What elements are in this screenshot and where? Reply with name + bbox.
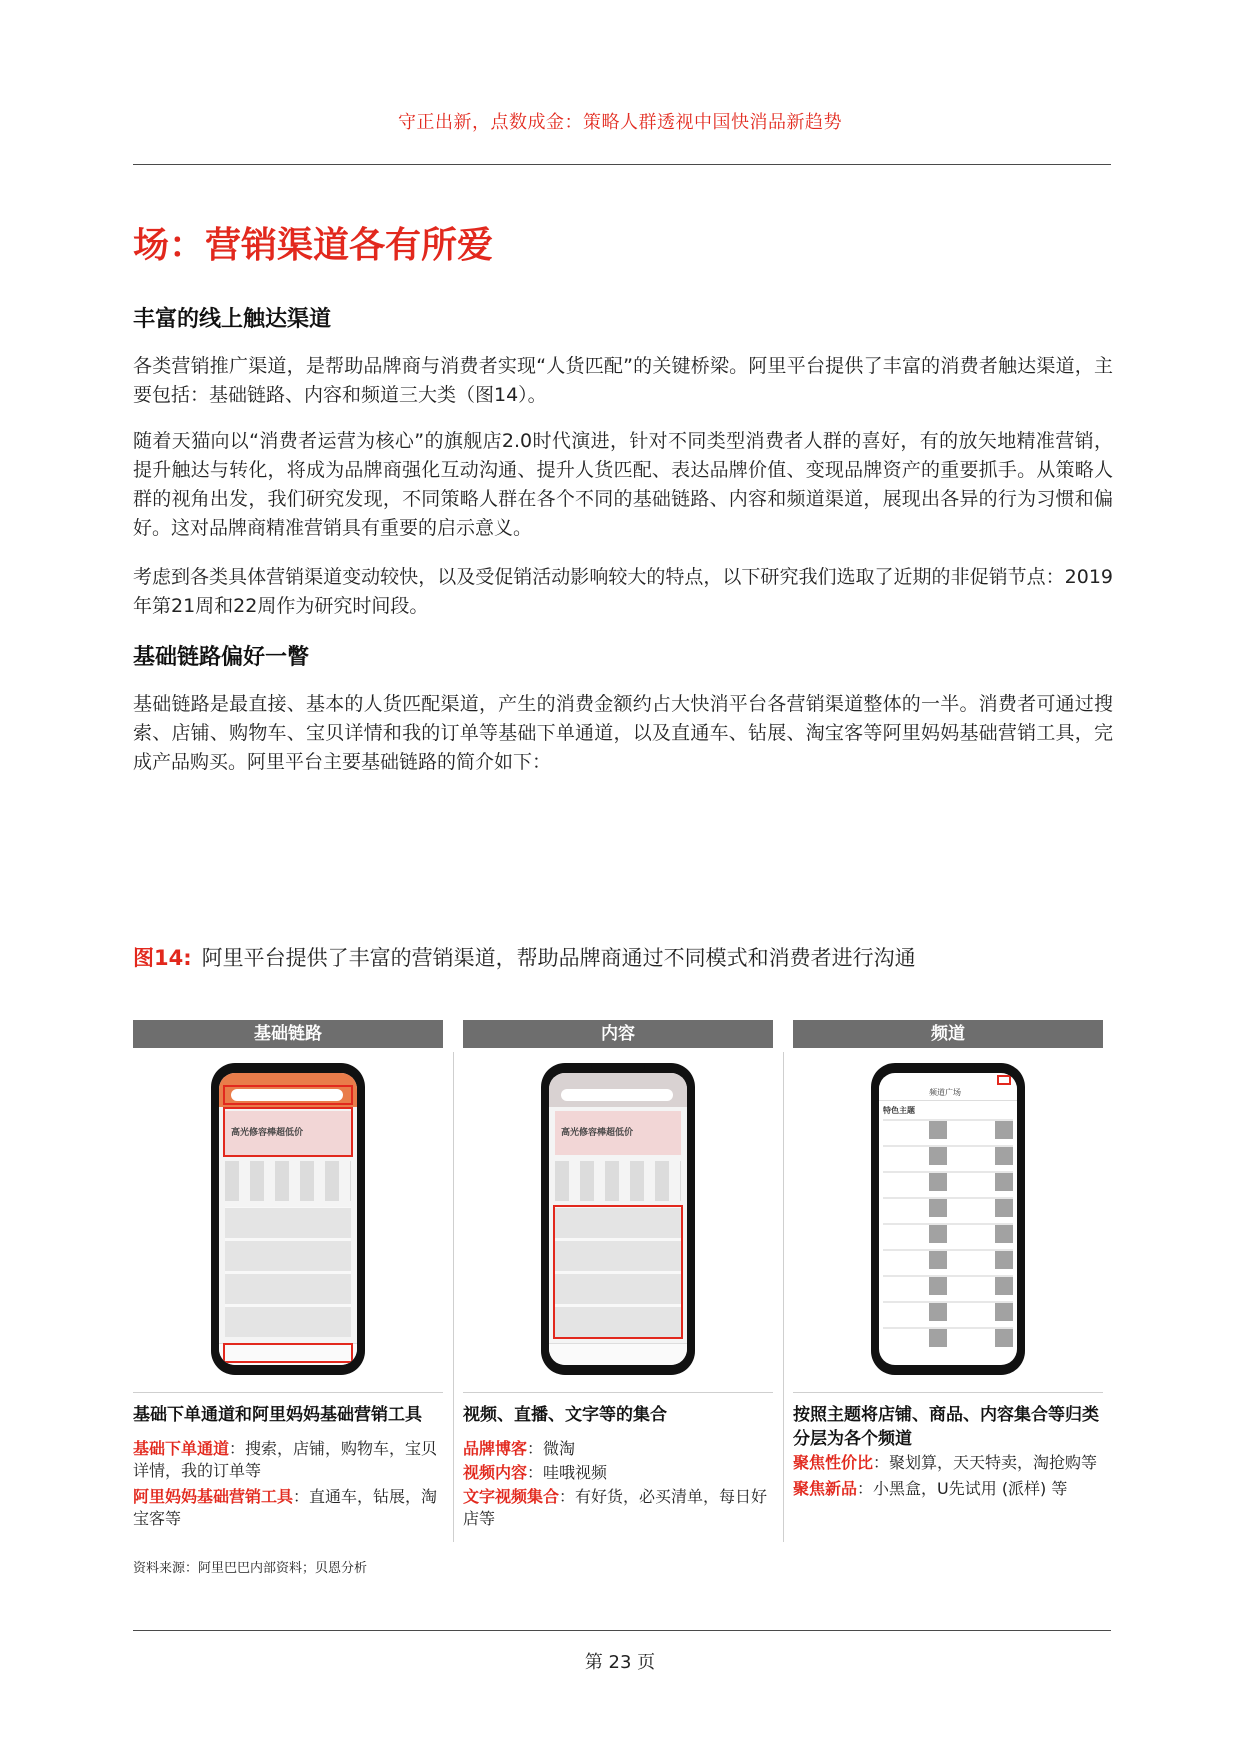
paragraph-1: 各类营销推广渠道，是帮助品牌商与消费者实现“人货匹配”的关键桥梁。阿里平台提供了丰富的消费者触达渠道，主要包括：基础链路、内容和频道三大类（图14）。 [133, 355, 1113, 406]
column-item [793, 1478, 1103, 1500]
figure-column-content [463, 1020, 773, 1048]
thumbnail-column [929, 1117, 947, 1347]
item-key: 聚焦性价比 [793, 1453, 874, 1472]
channel-plaza-title: 频道广场 [929, 1088, 961, 1097]
column-divider [453, 1052, 454, 1542]
column-item [793, 1452, 1103, 1474]
item-key: 文字视频集合 [463, 1487, 560, 1506]
item-value: ：哇哦视频 [527, 1463, 608, 1482]
highlight-banner [223, 1107, 353, 1157]
item-key: 聚焦新品 [793, 1479, 858, 1498]
figure-column-channel [793, 1020, 1103, 1048]
paragraph-2: 随着天猫向以“消费者运营为核心”的旗舰店2.0时代演进，针对不同类型消费者人群的喜好，有的放矢地精准营销，提升触达与转化，将成为品牌商强化互动沟通、提升人货匹配、表达品牌价值、变现品牌资产的重要抓手。从策略人群的视角出发，我们研究发现，不同策略人群在各个不同的基础链路、内容和频道渠道，展现出各异的行为习惯和偏好。这对品牌商精准营销具有重要的启示意义。 [133, 430, 1113, 539]
promo-banner-text: 高光修容棒超低价 [231, 1128, 304, 1138]
subsection-title-basic-links: 基础链路偏好一瞥 [133, 645, 310, 670]
tab-bar [549, 1343, 687, 1365]
column-item [463, 1486, 773, 1530]
product-grid [225, 1207, 351, 1337]
item-key: 视频内容 [463, 1463, 528, 1482]
header-rule [133, 164, 1111, 165]
figure-caption: 阿里平台提供了丰富的营销渠道，帮助品牌商通过不同模式和消费者进行沟通 [201, 946, 916, 970]
item-key: 基础下单通道 [133, 1439, 230, 1458]
figure-source: 资料来源：阿里巴巴内部资料；贝恩分析 [133, 1561, 368, 1576]
featured-topics-label: 特色主题 [883, 1106, 915, 1115]
highlight-content-grid [553, 1205, 683, 1339]
highlight-tab-bar [223, 1343, 353, 1363]
promo-banner-text: 高光修容棒超低价 [561, 1128, 634, 1138]
page-number: 第 23 页 [584, 1652, 656, 1673]
item-value: ：直通车，钻展，淘宝客等 [133, 1487, 438, 1528]
thumbnail-column [995, 1117, 1013, 1347]
channel-plaza-header [879, 1085, 1017, 1101]
phone-notch [921, 1063, 975, 1073]
item-value: ：聚划算，天天特卖，淘抢购等 [873, 1453, 1098, 1472]
item-key: 品牌博客 [463, 1439, 528, 1458]
column-rule [133, 1392, 443, 1393]
item-value: ：小黑盒，U先试用 (派样) 等 [857, 1479, 1068, 1498]
column-header-basic: 基础链路 [133, 1020, 443, 1048]
section-title: 场：营销渠道各有所爱 [133, 225, 494, 266]
highlight-search [223, 1085, 353, 1105]
phone-mockup-content [541, 1063, 695, 1375]
category-icons [555, 1161, 681, 1201]
highlight-close [997, 1075, 1011, 1085]
item-key: 阿里妈妈基础营销工具 [133, 1487, 294, 1506]
column-title-channel: 按照主题将店铺、商品、内容集合等归类分层为各个频道 [793, 1405, 1099, 1449]
channel-list [883, 1117, 1013, 1353]
column-rule [793, 1392, 1103, 1393]
column-header-content: 内容 [463, 1020, 773, 1048]
figure-number: 图14: [133, 946, 192, 970]
phone-notch [261, 1063, 315, 1073]
footer-rule [133, 1630, 1111, 1631]
phone-screen [549, 1073, 687, 1365]
column-divider [783, 1052, 784, 1542]
subsection-title-online-channels: 丰富的线上触达渠道 [133, 307, 332, 332]
figure-column-basic [133, 1020, 443, 1048]
column-title-content: 视频、直播、文字等的集合 [463, 1405, 667, 1425]
column-header-channel: 频道 [793, 1020, 1103, 1048]
running-title: 守正出新，点数成金：策略人群透视中国快消品新趋势 [398, 112, 842, 133]
column-item [133, 1486, 443, 1530]
item-value: ：有好货，必买清单，每日好店等 [463, 1487, 768, 1528]
item-value: ：搜索，店铺，购物车，宝贝详情，我的订单等 [133, 1439, 438, 1480]
paragraph-3: 考虑到各类具体营销渠道变动较快，以及受促销活动影响较大的特点，以下研究我们选取了近期的非促销节点：2019年第21周和22周作为研究时间段。 [133, 566, 1113, 617]
phone-screen [879, 1073, 1017, 1365]
column-item [463, 1438, 773, 1460]
phone-mockup-basic [211, 1063, 365, 1375]
column-item [463, 1462, 773, 1484]
phone-screen [219, 1073, 357, 1365]
column-item [133, 1438, 443, 1482]
column-title-basic: 基础下单通道和阿里妈妈基础营销工具 [133, 1405, 422, 1425]
paragraph-4: 基础链路是最直接、基本的人货匹配渠道，产生的消费金额约占大快消平台各营销渠道整体的一半。消费者可通过搜索、店铺、购物车、宝贝详情和我的订单等基础下单通道，以及直通车、钻展、淘宝客等阿里妈妈基础营销工具，完成产品购买。阿里平台主要基础链路的简介如下： [133, 693, 1113, 773]
phone-mockup-channel [871, 1063, 1025, 1375]
figure-label [133, 942, 916, 972]
search-bar-graphic [561, 1089, 673, 1101]
column-rule [463, 1392, 773, 1393]
phone-notch [591, 1063, 645, 1073]
category-icons [225, 1161, 351, 1201]
item-value: ：微淘 [527, 1439, 576, 1458]
